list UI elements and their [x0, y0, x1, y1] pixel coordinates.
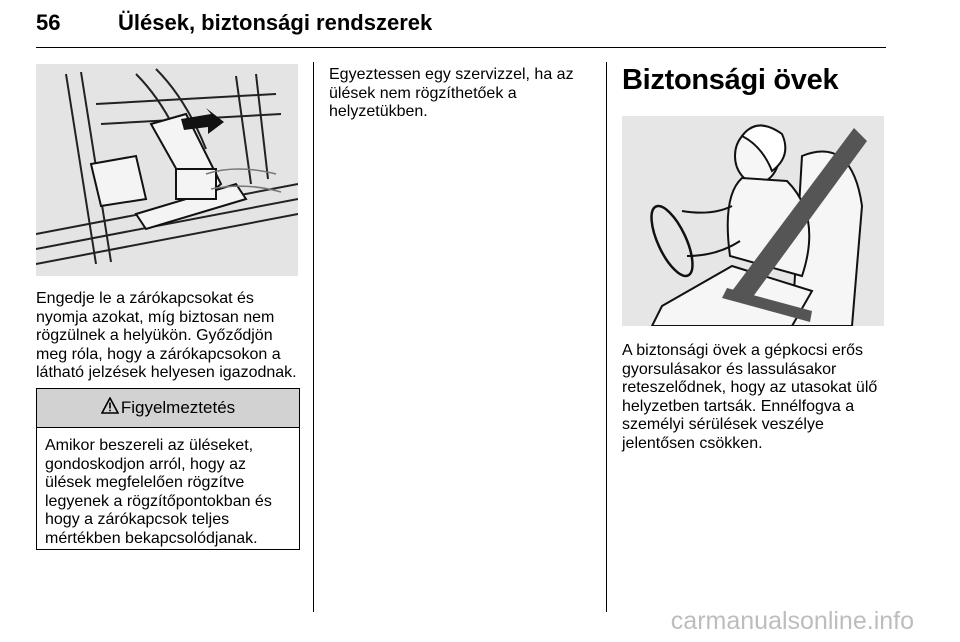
page-number: 56 [36, 10, 61, 35]
warning-box [36, 388, 300, 550]
page-header [36, 8, 886, 46]
section-title: Biztonsági övek [622, 64, 839, 96]
warning-title: Figyelmeztetés [120, 398, 236, 417]
seatbelt-driver-illustration [622, 116, 884, 326]
seat-latch-illustration [36, 64, 298, 276]
column-divider-1 [313, 62, 314, 612]
watermark: carmanualsonline.info [670, 607, 914, 635]
column-divider-2 [606, 62, 607, 612]
col1-paragraph: Engedje le a zárókapcsokat és nyomja azokat, míg biztosan nem rögzülnek a helyükön. Győződjön meg róla, hogy a zárókapcsokon a látható jelzések helyesen igazodnak. [36, 290, 297, 382]
chapter-title: Ülések, biztonsági rendszerek [118, 10, 433, 35]
warning-header [37, 389, 299, 428]
warning-body: Amikor beszereli az üléseket, gondoskodjon arról, hogy az ülések megfelelően rögzítve legyenek a rögzítőpontokban és hogy a zárókapcsok teljes mértékben bekapcsolódjanak. [45, 437, 272, 547]
warning-triangle-icon [101, 397, 119, 419]
col3-paragraph: A biztonsági övek a gépkocsi erős gyorsulásakor és lassulásakor reteszelődnek, hogy az utasokat ülő helyzetben tartsák. Ennélfogva a személyi sérülések veszélye jelentősen csökken. [622, 342, 878, 452]
header-rule [36, 47, 886, 48]
col2-paragraph: Egyeztessen egy szervizzel, ha az ülések nem rögzíthetőek a helyzetükben. [329, 66, 574, 121]
